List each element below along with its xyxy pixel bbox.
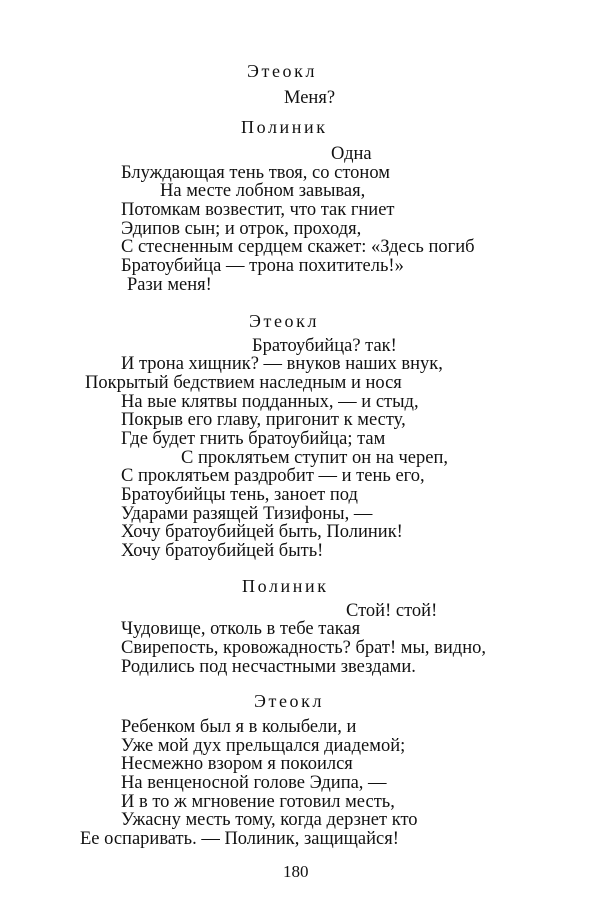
speaker-name: Этеокл: [247, 61, 318, 81]
verse-line: И трона хищник? — внуков наших внук,: [121, 354, 443, 374]
verse-line: Рази меня!: [127, 275, 212, 295]
verse-line: Братоубийца — трона похититель!»: [121, 256, 404, 276]
verse-line: Эдипов сын; и отрок, проходя,: [121, 219, 362, 239]
speaker-name: Этеокл: [254, 691, 325, 711]
verse-line: Ужасну месть тому, когда дерзнет кто: [121, 810, 418, 830]
verse-line: Ударами разящей Тизифоны, —: [121, 504, 373, 524]
speaker-name: Полиник: [241, 117, 328, 137]
page-number: 180: [283, 862, 309, 881]
verse-line: Стой! стой!: [346, 601, 438, 621]
verse-line: Несмежно взором я покоился: [121, 754, 353, 774]
verse-line: Уже мой дух прельщался диадемой;: [121, 736, 406, 756]
verse-line: Потомкам возвестит, что так гниет: [121, 200, 395, 220]
speaker-name: Полиник: [242, 576, 329, 596]
verse-line: Ребенком был я в колыбели, и: [121, 717, 357, 737]
verse-line: С проклятьем раздробит — и тень его,: [121, 466, 425, 486]
verse-line: Братоубийцы тень, заноет под: [121, 485, 358, 505]
verse-line: Одна: [331, 144, 372, 164]
verse-line: С стесненным сердцем скажет: «Здесь погиб: [121, 237, 475, 257]
verse-line: Братоубийца? так!: [252, 336, 397, 356]
speaker-name: Этеокл: [249, 311, 320, 331]
verse-line: Ее оспаривать. — Полиник, защищайся!: [80, 829, 399, 849]
verse-line: С проклятьем ступит он на череп,: [181, 448, 448, 468]
verse-line: Покрытый бедствием наследным и нося: [85, 373, 402, 393]
verse-line: На месте лобном завывая,: [160, 181, 366, 201]
verse-line: Где будет гнить братоубийца; там: [121, 429, 386, 449]
verse-line: Чудовище, отколь в тебе такая: [121, 619, 361, 639]
verse-line: Покрыв его главу, пригонит к месту,: [121, 410, 406, 430]
verse-line: Блуждающая тень твоя, со стоном: [121, 163, 390, 183]
verse-line: На вые клятвы подданных, — и стыд,: [121, 392, 419, 412]
verse-line: На венценосной голове Эдипа, —: [121, 773, 387, 793]
verse-line: Хочу братоубийцей быть!: [121, 541, 324, 561]
verse-line: И в то ж мгновение готовил месть,: [121, 792, 395, 812]
verse-line: Родились под несчастными звездами.: [121, 657, 416, 677]
verse-line: Хочу братоубийцей быть, Полиник!: [121, 522, 403, 542]
verse-line: Свирепость, кровожадность? брат! мы, видно,: [121, 638, 486, 658]
verse-line: Меня?: [284, 88, 336, 108]
